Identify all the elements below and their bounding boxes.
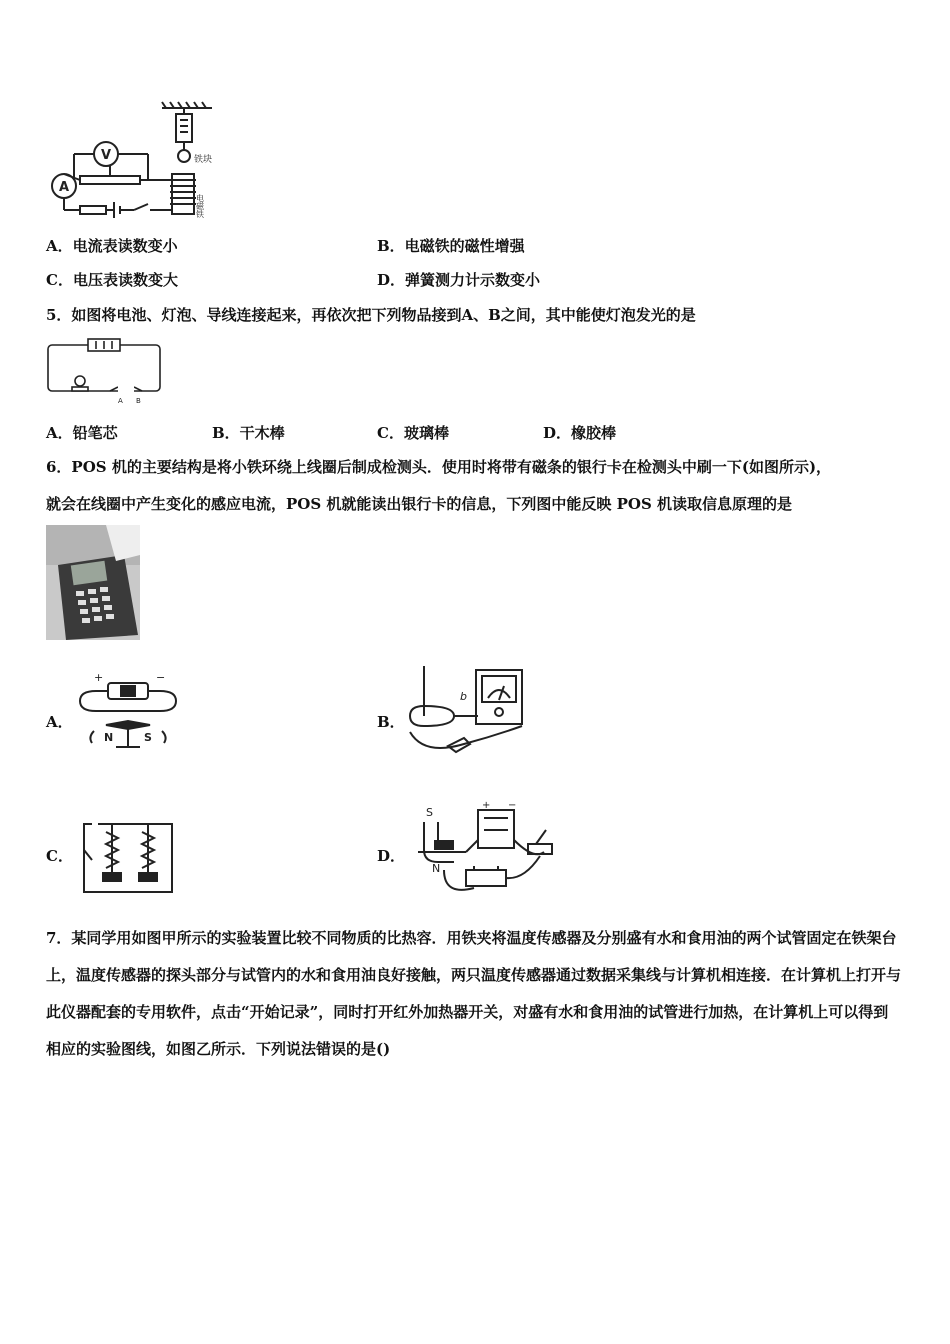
q5-option-c[interactable]: C．玻璃棒 — [377, 424, 449, 442]
q6-figure-d[interactable] — [404, 800, 556, 904]
q5-option-d[interactable]: D．橡胶棒 — [543, 424, 617, 442]
q6-a-north: N — [104, 731, 114, 744]
q6-a-south: S — [144, 731, 152, 744]
q6-stem-line2: 就会在线圈中产生变化的感应电流，POS 机就能读出银行卡的信息，下列图中能反映 POS 机读取信息原理的是 — [46, 495, 793, 513]
q7-stem: 7．某同学用如图甲所示的实验装置比较不同物质的比热容．用铁夹将温度传感器及分别盛有水和食用油的两个试管固定在铁架台上，温度传感器的探头部分与试管内的水和食用油良好接触，两只温度传感器通过数据采集线与计算机相连接．在计算机上打开与此仪器配套的专用软件，点击“开始记录”，同时打开红外加热器开关，对盛有水和食用油的试管进行加热，在计算机上可以得到相应的实验图线，如图乙所示．下列说法错误的是() — [46, 929, 902, 1058]
pos-machine-photo — [46, 525, 140, 640]
q4-voltmeter-label: V — [100, 148, 112, 163]
q5-stem: 5．如图将电池、灯泡、导线连接起来，再依次把下列物品接到A、B之间，其中能使灯泡发光的是 — [46, 306, 696, 324]
q4-option-c[interactable]: C．电压表读数变大 — [46, 271, 178, 289]
q5-circuit-figure — [44, 335, 166, 405]
q6-a-plus: + — [94, 671, 104, 684]
q4-circuit-figure — [44, 100, 234, 218]
q4-option-d[interactable]: D．弹簧测力计示数变小 — [377, 271, 541, 289]
q6-stem-line1: 6．POS 机的主要结构是将小铁环绕上线圈后制成检测头．使用时将带有磁条的银行卡在检测头中刷一下(如图所示)， — [46, 458, 832, 476]
q4-ammeter-label: A — [58, 180, 70, 195]
q6-option-c[interactable]: C． — [46, 847, 73, 865]
q6-d-north: N — [432, 862, 441, 875]
q6-d-plus: + — [482, 800, 491, 811]
q6-d-minus: − — [508, 800, 517, 811]
q6-option-b[interactable]: B． — [377, 713, 405, 731]
q5-option-b[interactable]: B．干木棒 — [212, 424, 285, 442]
q5-option-a[interactable]: A．铅笔芯 — [46, 424, 118, 442]
q6-b-label: b — [460, 690, 467, 703]
q6-a-minus: − — [156, 671, 166, 684]
q6-figure-b[interactable] — [404, 660, 530, 760]
q6-figure-a[interactable] — [78, 667, 178, 755]
q5-label-a: A — [118, 397, 123, 405]
q4-option-a[interactable]: A．电流表读数变小 — [46, 237, 178, 255]
q5-label-b: B — [136, 397, 141, 405]
q6-figure-c[interactable] — [78, 816, 178, 896]
q6-d-south: S — [426, 806, 433, 819]
q4-option-b[interactable]: B．电磁铁的磁性增强 — [377, 237, 525, 255]
q4-iron-block-label: 铁块 — [194, 155, 213, 165]
q6-option-d[interactable]: D． — [377, 847, 406, 865]
q6-option-a[interactable]: A． — [46, 713, 73, 731]
q4-electromagnet-label: 电磁铁 — [195, 194, 205, 218]
